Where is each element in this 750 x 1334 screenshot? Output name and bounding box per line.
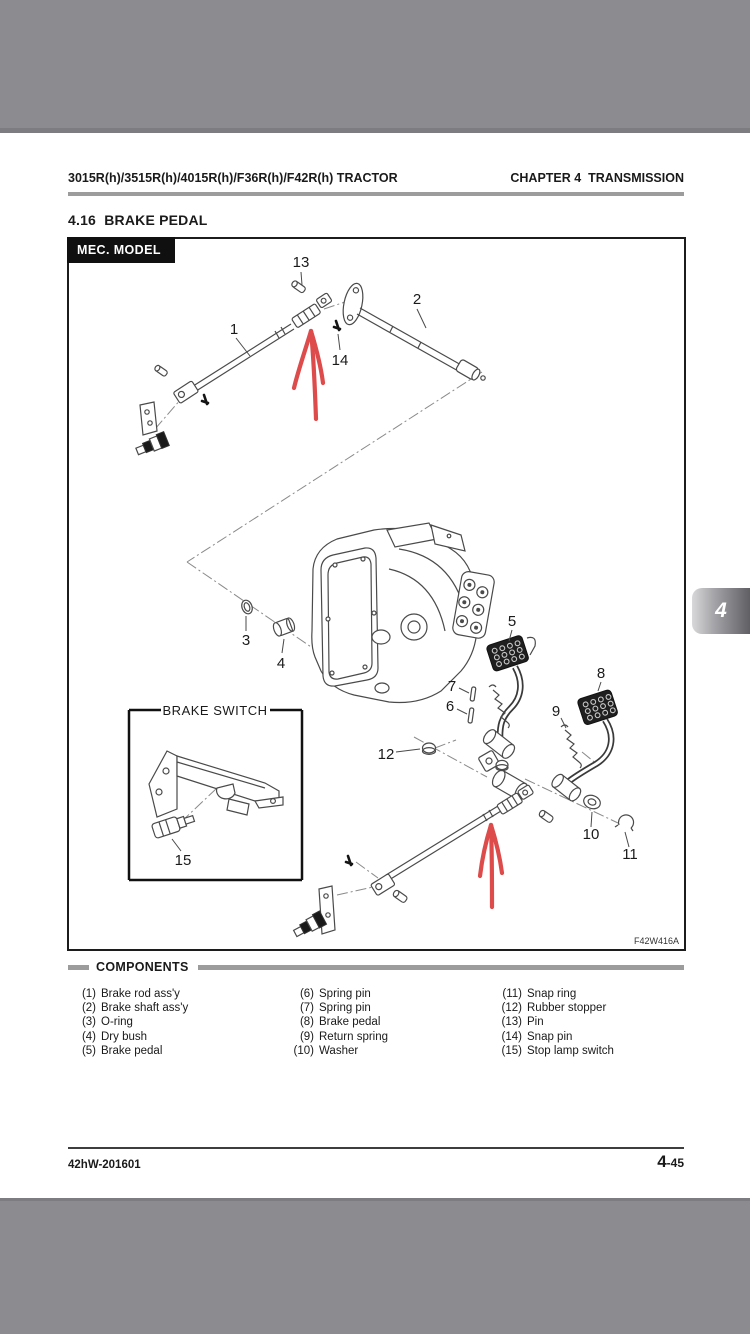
components-rule bbox=[198, 965, 684, 970]
red-annotation-arrow-top bbox=[294, 331, 323, 419]
callout-14: 14 bbox=[331, 352, 349, 369]
callout-15: 15 bbox=[174, 852, 192, 869]
components-column-1 bbox=[68, 987, 286, 1058]
exploded-diagram bbox=[69, 239, 684, 949]
pin-13-part bbox=[291, 280, 307, 294]
letterbox-bottom bbox=[0, 1198, 750, 1334]
mec-model-badge: MEC. MODEL bbox=[67, 237, 175, 263]
spring-pin-parts bbox=[468, 687, 476, 723]
o-ring-part bbox=[240, 599, 254, 616]
brake-pedal-left bbox=[481, 635, 535, 761]
component-item: (11) Snap ring bbox=[502, 988, 577, 1000]
components-dash bbox=[68, 965, 89, 970]
component-item: (9) Return spring bbox=[299, 1030, 389, 1043]
callout-7: 7 bbox=[447, 678, 457, 695]
transmission-housing bbox=[312, 523, 496, 703]
component-item: (5) Brake pedal bbox=[81, 1044, 163, 1057]
mount-bracket-bottom bbox=[291, 886, 335, 939]
figure-frame bbox=[67, 237, 686, 951]
callout-4: 4 bbox=[276, 655, 286, 672]
components-column-2 bbox=[286, 987, 494, 1058]
components-header bbox=[68, 960, 684, 974]
callout-13: 13 bbox=[292, 254, 310, 271]
component-item: (13) Pin bbox=[501, 1016, 544, 1029]
callout-8: 8 bbox=[596, 665, 606, 682]
callout-10: 10 bbox=[582, 826, 600, 843]
component-item: (1) Brake rod ass'y bbox=[81, 988, 180, 1000]
component-item: (8) Brake pedal bbox=[299, 1016, 381, 1029]
running-header-chapter: CHAPTER 4 TRANSMISSION bbox=[510, 171, 684, 185]
component-item: (6) Spring pin bbox=[299, 988, 371, 1000]
component-item: (10) Washer bbox=[293, 1044, 359, 1057]
brake-switch-inset bbox=[129, 703, 302, 880]
letterbox-top bbox=[0, 0, 750, 133]
footer-rule bbox=[68, 1147, 684, 1149]
figure-code: F42W416A bbox=[633, 936, 679, 946]
component-item: (4) Dry bush bbox=[81, 1030, 148, 1043]
component-item: (12) Rubber stopper bbox=[501, 1002, 607, 1015]
components-heading: COMPONENTS bbox=[96, 960, 189, 974]
section-title: 4.16 BRAKE PEDAL bbox=[68, 212, 208, 228]
component-item: (14) Snap pin bbox=[501, 1030, 573, 1043]
callout-12: 12 bbox=[377, 746, 395, 763]
chapter-tab-label: 4 bbox=[715, 599, 727, 622]
chapter-tab-4 bbox=[692, 588, 750, 634]
callout-9: 9 bbox=[551, 703, 561, 720]
callout-3: 3 bbox=[241, 632, 251, 649]
header-rule bbox=[68, 192, 684, 196]
callout-2: 2 bbox=[412, 291, 422, 308]
small-pin-part bbox=[154, 364, 168, 376]
callout-5: 5 bbox=[507, 613, 517, 630]
mount-bracket-top bbox=[134, 402, 169, 457]
inset-title: BRAKE SWITCH bbox=[162, 703, 268, 718]
brake-rod-assembly-bottom bbox=[370, 785, 533, 904]
components-column-3 bbox=[494, 987, 684, 1058]
callout-11: 11 bbox=[622, 846, 638, 863]
footer-page-number: 4-45 bbox=[657, 1152, 684, 1171]
component-item: (7) Spring pin bbox=[299, 1002, 371, 1015]
running-header-model: 3015R(h)/3515R(h)/4015R(h)/F36R(h)/F42R(h) TRACTOR bbox=[68, 171, 398, 185]
component-item: (3) O-ring bbox=[81, 1016, 133, 1029]
components-section bbox=[68, 960, 684, 1058]
component-item: (2) Brake shaft ass'y bbox=[81, 1002, 189, 1015]
pivot-hub bbox=[478, 750, 554, 823]
dry-bush-part bbox=[272, 617, 296, 637]
component-item: (15) Stop lamp switch bbox=[501, 1044, 614, 1057]
callout-6: 6 bbox=[445, 698, 455, 715]
brake-rod-assembly-top bbox=[173, 293, 332, 404]
red-annotation-arrow-bottom bbox=[480, 825, 502, 907]
callout-1: 1 bbox=[229, 321, 239, 338]
footer-doc-code: 42hW-201601 bbox=[68, 1159, 141, 1171]
washer-part bbox=[582, 793, 602, 811]
